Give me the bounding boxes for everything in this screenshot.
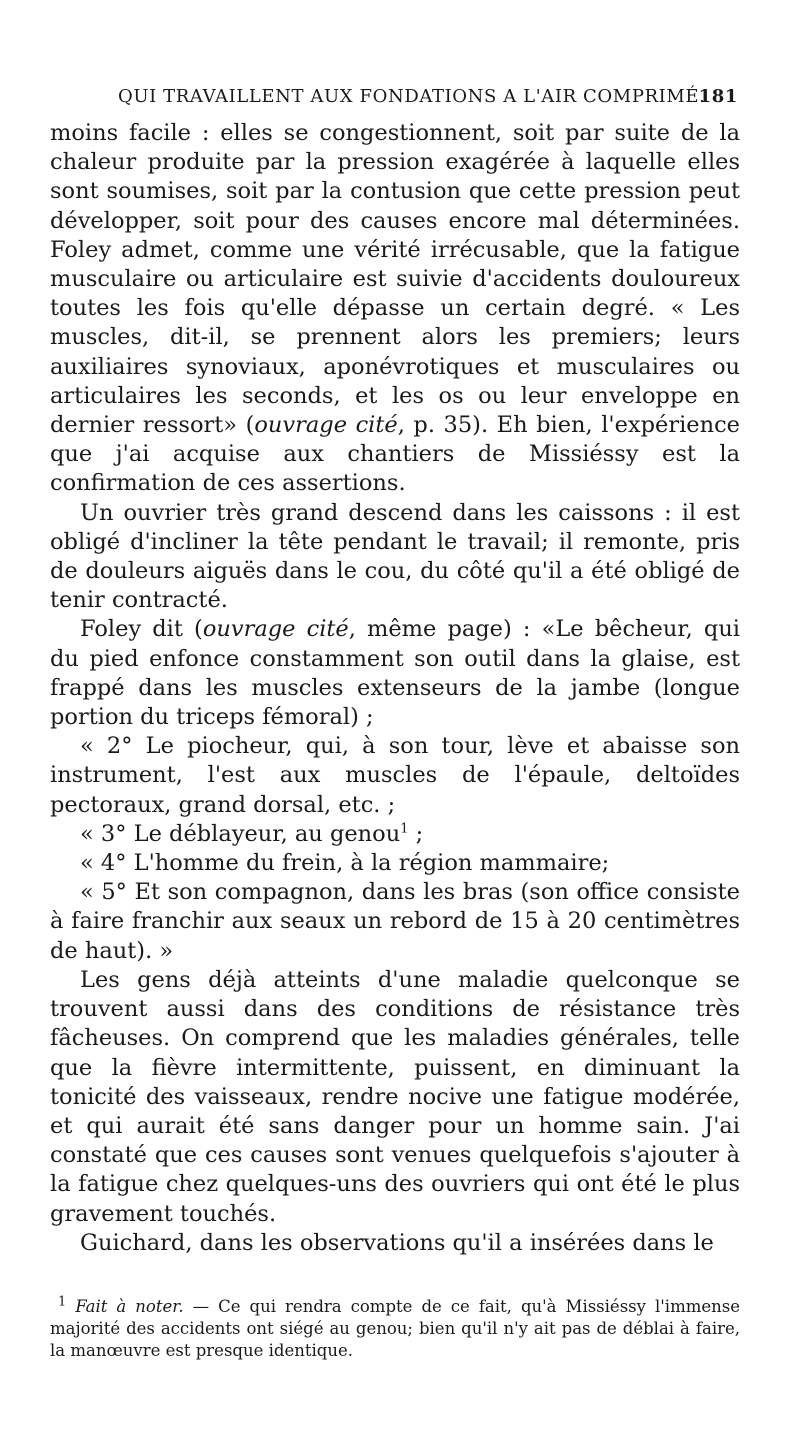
text-run: , p. 35). Eh bien, l'expérience que j'ai acquise aux chantiers de Missiéssy est la confirmation de ces assertions. [50, 412, 740, 497]
page-number: 181 [698, 86, 738, 107]
paragraph [50, 1229, 740, 1258]
text-run: Guichard, dans les observations qu'il a insérées dans le [80, 1229, 714, 1256]
italic-citation: ouvrage cité [202, 616, 349, 643]
paragraph [50, 966, 740, 1229]
text-run: « 5° Et son compagnon, dans les bras (son office consiste à faire franchir aux seaux un rebord de 15 à 20 centimètres de haut). » [50, 879, 740, 964]
paragraph [50, 732, 740, 820]
paragraph [50, 615, 740, 732]
text-run: , même page) : «Le bêcheur, qui du pied enfonce constamment son outil dans la glaise, est frappé dans les muscles extenseurs de la jambe (longue portion du triceps fémoral) ; [50, 616, 740, 731]
paragraph [50, 820, 740, 849]
paragraph [50, 849, 740, 878]
paragraph [50, 499, 740, 616]
paragraph [50, 878, 740, 966]
text-run: Les gens déjà atteints d'une maladie quelconque se trouvent aussi dans des conditions de résistance très fâcheuses. On comprend que les maladies générales, telle que la fièvre intermittente, puissent, en diminuant la tonicité des vaisseaux, rendre nocive une fatigue modérée, et qui aurait été sans danger pour un homme sain. J'ai constaté que ces causes sont venues quelquefois s'ajouter à la fatigue chez quelques-uns des ouvriers qui ont été le plus gravement touchés. [50, 966, 740, 1227]
text-run: Un ouvrier très grand descend dans les caissons : il est obligé d'incliner la tête pendant le travail; il remonte, pris de douleurs aiguës dans le cou, du côté qu'il a été obligé de tenir contracté. [50, 499, 740, 614]
running-title: QUI TRAVAILLENT AUX FONDATIONS A L'AIR COMPRIMÉ. [118, 86, 706, 107]
text-run: ; [408, 820, 424, 847]
text-run: Foley dit ( [80, 616, 203, 643]
paragraph [50, 119, 740, 499]
text-run [66, 1297, 75, 1316]
italic-citation: Fait à noter. [75, 1297, 184, 1316]
body-text [50, 119, 740, 1258]
text-run: moins facile : elles se congestionnent, soit par suite de la chaleur produite par la pression exagérée à laquelle elles sont soumises, soit par la contusion que cette pression peut développer, soit pour des causes encore mal déterminées. Foley admet, comme une vérité irrécusable, que la fatigue musculaire ou articulaire est suivie d'accidents douloureux toutes les fois qu'elle dépasse un certain degré. « Les muscles, dit-il, se prennent alors les premiers; leurs auxiliaires synoviaux, aponévrotiques et musculaires ou articulaires les seconds, et les os ou leur enveloppe en dernier ressort» ( [50, 120, 740, 439]
text-run: « 4° L'homme du frein, à la région mammaire; [80, 850, 610, 877]
text-run: — Ce qui rendra compte de ce fait, qu'à Missiéssy l'immense majorité des accidents ont siégé au genou; bien qu'il n'y ait pas de déblai à faire, la manœuvre est presque identique. [50, 1297, 740, 1360]
text-run: « 3° Le déblayeur, au genou [80, 820, 401, 847]
footnote [50, 1296, 740, 1362]
text-run: « 2° Le piocheur, qui, à son tour, lève et abaisse son instrument, l'est aux muscles de l'épaule, deltoïdes pectoraux, grand dorsal, etc. ; [50, 733, 740, 818]
footnote-marker: 1 [58, 1294, 67, 1310]
footnotes [50, 1296, 740, 1362]
italic-citation: ouvrage cité [254, 412, 398, 439]
footnote-marker: 1 [400, 821, 409, 837]
running-header [118, 86, 738, 107]
